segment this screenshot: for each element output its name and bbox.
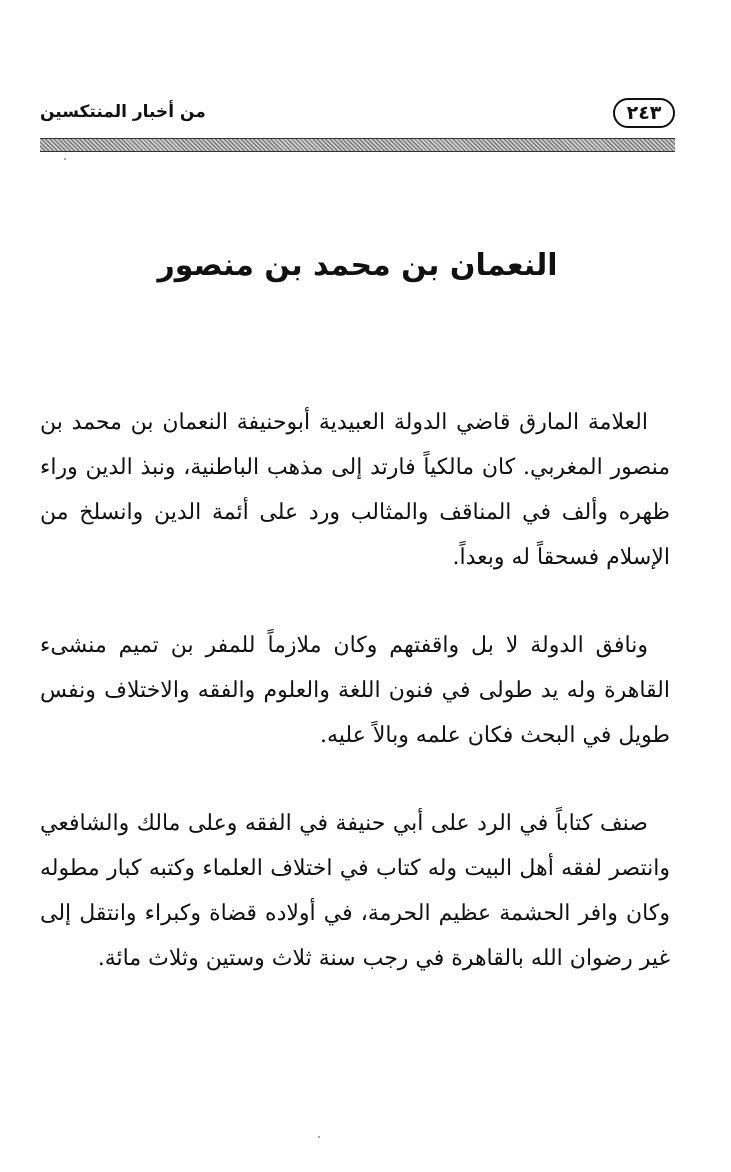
chapter-title: النعمان بن محمد بن منصور bbox=[157, 248, 558, 283]
running-title: من أخبار المنتكسين bbox=[40, 102, 206, 122]
paragraph-2: ونافق الدولة لا بل واقفتهم وكان ملازماً للمفر بن تميم منشىء القاهرة وله يد طولى في فنون اللغة والعلوم والفقه والاختلاف ونفس طويل في البحث فكان علمه وبالاً عليه. bbox=[40, 633, 670, 748]
paragraph-1: العلامة المارق قاضي الدولة العبيدية أبوحنيفة النعمان بن محمد بن منصور المغربي. كان مالكياً فارتد إلى مذهب الباطنية، ونبذ الدين وراء ظهره وألف في المناقف والمثالب ورد على أئمة الدين وانسلخ من الإسلام فسحقاً له وبعداً. bbox=[40, 410, 670, 570]
page-number: ٢٤٣ bbox=[613, 98, 675, 128]
page-header bbox=[40, 98, 675, 136]
scan-speck bbox=[318, 1136, 320, 1138]
paragraph-3: صنف كتاباً في الرد على أبي حنيفة في الفقه وعلى مالك والشافعي وانتصر لفقه أهل البيت وله كتاب في اختلاف العلماء وكتبه كبار مطوله وكان وافر الحشمة عظيم الحرمة، في أولاده قضاة وكبراء وانتقل إلى غير رضوان الله بالقاهرة في رجب سنة ثلاث وستين وثلاث مائة. bbox=[40, 811, 670, 971]
scan-speck bbox=[64, 158, 66, 160]
body-text bbox=[40, 400, 670, 1024]
header-rule bbox=[40, 138, 675, 152]
